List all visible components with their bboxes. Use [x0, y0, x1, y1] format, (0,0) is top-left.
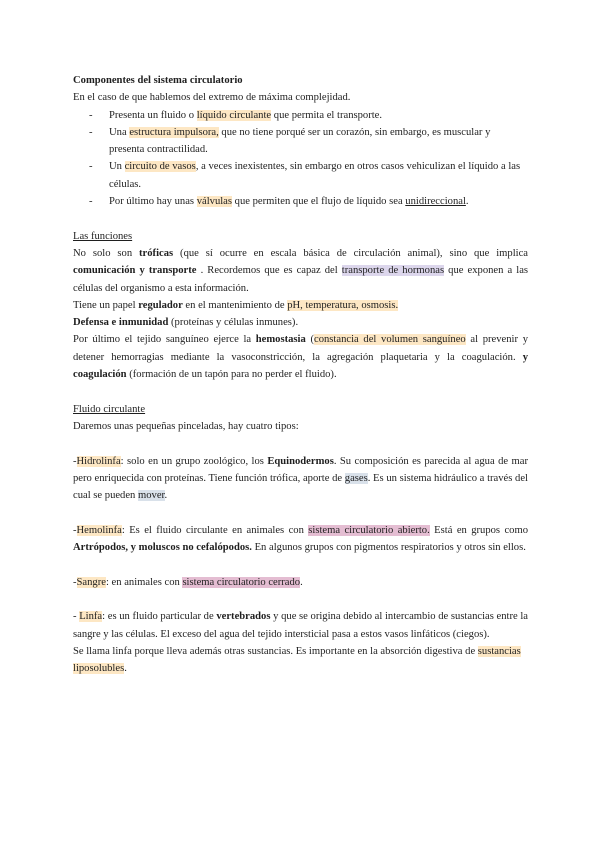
bullet-dash: - [89, 109, 93, 121]
highlight: sistema circulatorio abierto. [308, 524, 430, 536]
fluid-heading: Fluido circulante [73, 403, 146, 415]
list-item: - Una estructura impulsora, que no tiene porqué ser un corazón, sin embargo, es muscular y presenta contractilidad. [73, 124, 528, 159]
list-item: - Un circuito de vasos, a veces inexistentes, sin embargo en otros casos vehiculizan el líquido a las células. [73, 158, 528, 193]
highlight: circuito de vasos [124, 161, 196, 173]
intro-text: En el caso de que hablemos del extremo de máxima complejidad. [73, 92, 351, 104]
highlight: sistema circulatorio cerrado [182, 576, 301, 588]
bullet-dash: - [89, 196, 93, 208]
highlight: líquido circulante [196, 109, 272, 121]
hidrolinfa-paragraph: -Hidrolinfa: solo en un grupo zoológico, los Equinodermos. Su composición es parecida al agua de mar pero enriquecida con proteínas. Tiene función trófica, aporte de gases. Es un sistema hidráulico a través del cual se pueden mover. [73, 455, 528, 502]
highlight: constancia del volumen sanguíneo [314, 334, 466, 346]
list-item: - Por último hay unas válvulas que permiten que el flujo de líquido sea unidireccional. [73, 193, 528, 210]
bullet-dash: - [89, 126, 93, 138]
bullet-dash: - [89, 161, 93, 173]
section-title: Componentes del sistema circulatorio [73, 75, 243, 86]
highlight: transporte de hormonas [341, 265, 445, 277]
highlight: pH, temperatura, osmosis. [287, 299, 399, 311]
linfa-paragraph: - Linfa: es un fluido particular de vertebrados y que se origina debido al intercambio de sustancias entre la sangre y las células. El exceso del agua del tejido intersticial pasa a estos vasos linfáticos (ciegos). [73, 611, 528, 640]
highlight: Hidrolinfa [76, 455, 121, 467]
linfa-paragraph-2: Se llama linfa porque lleva además otras sustancias. Es importante en la absorción digestiva de sustancias liposolubles. [73, 645, 521, 675]
functions-heading: Las funciones [73, 230, 133, 242]
sangre-paragraph: -Sangre: en animales con sistema circulatorio cerrado. [73, 576, 303, 588]
hemostasis-paragraph: Por último el tejido sanguíneo ejerce la hemostasia (constancia del volumen sanguíneo al prevenir y detener hemorragias mediante la vasoconstricción, la agregación plaquetaria y la coagulación. y coagulación (formación de un tapón para no perder el fluido). [73, 334, 528, 381]
regulator-paragraph: Tiene un papel regulador en el mantenimiento de pH, temperatura, osmosis. [73, 299, 399, 311]
defense-paragraph: Defensa e inmunidad (proteínas y células inmunes). [73, 317, 299, 329]
highlight: Hemolinfa [76, 524, 122, 536]
underlined-term: unidireccional [405, 196, 466, 208]
highlight: válvulas [196, 196, 233, 208]
hemolinfa-paragraph: -Hemolinfa: Es el fluido circulante en animales con sistema circulatorio abierto. Está en grupos como Artrópodos, y moluscos no cefalópodos. En algunos grupos con pigmentos respiratorios y otros sin ellos. [73, 524, 528, 554]
functions-paragraph: No solo son tróficas (que sí ocurre en escala básica de circulación animal), sino que implica comunicación y transporte . Recordemos que es capaz del transporte de hormonas que exponen a las células del organismo a esta información. [73, 247, 529, 294]
highlight: sustancias liposolubles [73, 645, 521, 675]
component-list [73, 107, 528, 211]
list-item: - Presenta un fluido o líquido circulante que permita el transporte. [73, 107, 528, 124]
highlight: Linfa [79, 611, 103, 623]
document-page [73, 72, 528, 677]
highlight: gases [344, 472, 368, 484]
fluid-intro: Daremos unas pequeñas pinceladas, hay cuatro tipos: [73, 420, 299, 432]
highlight: mover [138, 490, 165, 502]
highlight: Sangre [76, 576, 106, 588]
highlight: estructura impulsora, [129, 126, 219, 138]
